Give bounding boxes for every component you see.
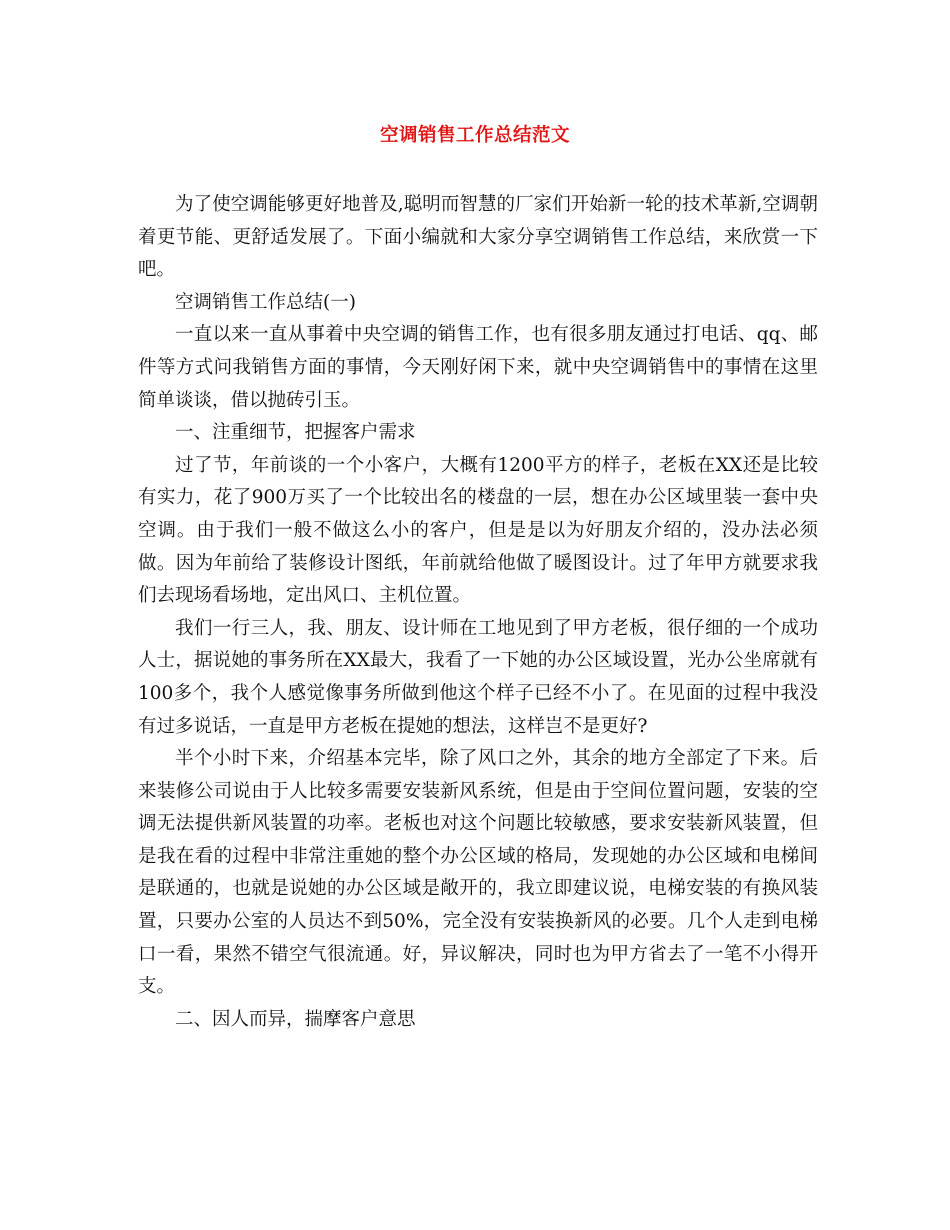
document-title: 空调销售工作总结范文 xyxy=(379,125,570,146)
section-heading-summary-1: 空调销售工作总结(一) xyxy=(175,291,356,313)
body-paragraph: 半个小时下来，介绍基本完毕，除了风口之外，其余的地方全部定了下来。后来装修公司说由于人比较多需要安装新风系统，但是由于空间位置问题，安装的空调无法提供新风装置的功率。老板也对这个问题比较敏感，要求安装新风装置，但是我在看的过程中非常注重她的整个办公区域的格局，发现她的办公区域和电梯间是联通的，也就是说她的办公区域是敞开的，我立即建议说，电梯安装的有换风装置，只要办公室的人员达不到50%，完全没有安装换新风的必要。几个人走到电梯口一看，果然不错空气很流通。好，异议解决，同时也为甲方省去了一笔不小得开支。 xyxy=(138,748,818,998)
section-heading-customer-intent: 二、因人而异，揣摩客户意思 xyxy=(175,1008,416,1030)
body-paragraph: 一直以来一直从事着中央空调的销售工作，也有很多朋友通过打电话、qq、邮件等方式问我销售方面的事情，今天刚好闲下来，就中央空调销售中的事情在这里简单谈谈，借以抛砖引玉。 xyxy=(138,324,818,411)
body-paragraph: 过了节，年前谈的一个小客户，大概有1200平方的样子，老板在XX还是比较有实力，花了900万买了一个比较出名的楼盘的一层，想在办公区域里装一套中央空调。由于我们一般不做这么小的客户，但是是以为好朋友介绍的，没办法必须做。因为年前给了装修设计图纸，年前就给他做了暖图设计。过了年甲方就要求我们去现场看场地，定出风口、主机位置。 xyxy=(138,454,818,607)
section-heading-details: 一、注重细节，把握客户需求 xyxy=(175,422,416,444)
document-body xyxy=(138,189,818,1036)
body-paragraph: 我们一行三人，我、朋友、设计师在工地见到了甲方老板，很仔细的一个成功人士，据说她的事务所在XX最大，我看了一下她的办公区域设置，光办公坐席就有100多个，我个人感觉像事务所做到他这个样子已经不小了。在见面的过程中我没有过多说话，一直是甲方老板在提她的想法，这样岂不是更好? xyxy=(138,617,818,737)
intro-paragraph: 为了使空调能够更好地普及,聪明而智慧的厂家们开始新一轮的技术革新,空调朝着更节能、更舒适发展了。下面小编就和大家分享空调销售工作总结，来欣赏一下吧。 xyxy=(138,194,818,281)
